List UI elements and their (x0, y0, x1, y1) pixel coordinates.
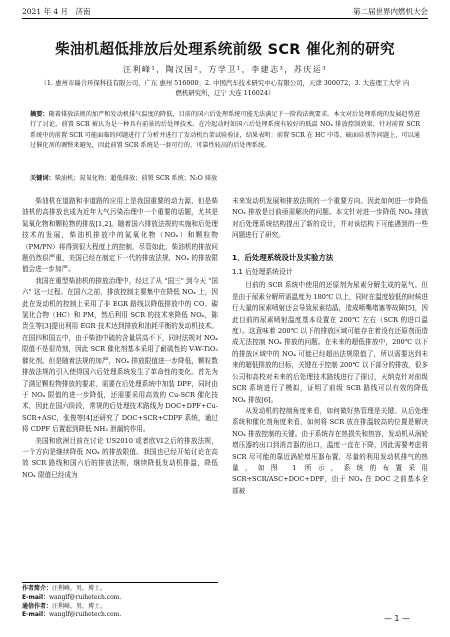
footnote-text: 汪利峰，男，博士。 (52, 585, 107, 592)
footnote-label: E-mail： (22, 611, 50, 619)
paper-authors: 汪利峰¹，陶汉国²，方学卫¹，李建志³，苏庆运³ (122, 65, 328, 74)
body-column-left (22, 196, 218, 481)
section-heading: 1．后处理系统设计及实验方法 (232, 252, 334, 262)
body-paragraph: 美国和欧洲目前在讨论 US2010 或者欧VI之后的排放法规，一个方向是继续降低 NOₓ 的排放限值。我国也已经开始讨论在高效 SCR 路线和国六后的排放法规，继续降低发动机排温，降低 NOₓ 限值已经成为 (22, 436, 218, 479)
footnote-label: 通信作者： (22, 602, 53, 610)
body-column-right (232, 196, 428, 497)
footnote-email: wanglf@ruihetech.com. (49, 593, 122, 601)
keywords (30, 173, 420, 182)
author-footnote (22, 582, 218, 620)
author-affiliations: （1. 惠州市瑞合环保科技有限公司，广东 惠州 516000；2. 中国汽车技术研究中心有限公司，天津 300072；3. 大连理工大学 内燃机研究所，辽宁 大连 116024） (40, 79, 410, 97)
footnote-label: 作者简介： (22, 585, 53, 592)
subsection-heading: 1.1 后处理系统设计 (232, 268, 293, 277)
footnote-email: wanglf@ruihetech.com. (49, 611, 122, 619)
abstract-text: 随着排放法规的加严和发动机排气温度的降低，目前的国六后处理系统可能无法满足下一阶段法规要求。本文对后处理系统的发展趋势进行了讨论，前置 SCR 被认为是一种具有前景的后处理技术。在冷起动时如国六后处理系统有较好的低温 NOₓ 排放控制效果，针对前置 SCR 系统中的前置 SCR 可能面临的问题进行了分析并进行了发动机台架试验验证，结果表明：前置 SCR 在 HC 中毒、硫面硅基等问题上，可以通过催化剂的调整来避免，因此前置 SCR 系统是一套可行的、可靠性较高的后处理系统。 (30, 111, 421, 150)
footnote-label: E-mail： (22, 593, 50, 601)
body-paragraph: 柴油机在道路和非道路的应用上是我国重要的动力源，但是柴油机的高排放也成为近年大气污染治理中一个重要的话题，尤其是氮氧化物和颗粒物的排放[1,2]。随着国六排放法规的实施和后处理技术的发展，柴油机排放中的氮氧化物（NOₓ）和颗粒物（PM/PN）将得到很大程度上的控制，尽管如此，柴油机的排放问题仍然很严重，美国已经在制定下一代的排放法规，NOₓ 的排放限值会进一步加严。 (22, 197, 218, 274)
body-paragraph: 我国在重型柴油机的排放治理中，经过了从 "国三" 到今天 "国六" 这一过程。在国六之前，排放控制主要集中在降低 NOₓ 上，因此在发动机的控制上采用了非 EGR 路线以降低排放中的 CO、碳氢化合物（HC）和 PM，然后利用 SCR 的技术来降低 NOₓ，陈贵生等[3]提出利用 EGR 技术达到排放和油耗平衡的发动机技术。在国四和国五中，由于柴油中硫的含量居高不下，同时法规对 NOₓ 限值不是很苛刻，因此 SCR 催化剂基本采用了耐硫性的 V-W-TiO₂ 催化剂。但是随着法规的加严，NOₓ 排放限值进一步降低，颗粒数排放法规的引入使得国六后处理系统发生了革命性的变化。首先为了满足颗粒物排放的要求，需要在后处理系统中加装 DPF，同时由于 NOₓ 限值的进一步降低，还需要采用高效的 Cu-SCR 催化技术，因此在国六阶段，常规的后处理技术路线为 DOC+DPF+Cu-SCR+ASC，张俊等[4]还研究了 DOC+SCR+CDPF 系统，通过将 CDPF 后置起到降低 NH₃ 泄漏的作用。 (22, 276, 218, 434)
page-header (22, 6, 428, 18)
body-paragraph: 目前的 SCR 系统中使用的还原剂为尿素分解生成的氨气。但是由于尿素分解所需温度为 180℃ 以上，同时在温度较低的时候进行大量的尿素喷射还会导致尿素结晶，造成喷嘴堵塞等故障[5]，因此目前的尿素喷射温度基本设置在 200℃ 左右（SCR 的进口温度）。这意味着 200℃ 以下的排放区域可能存在着没有还原剂而造成无法控制 NOₓ 排放的问题。在未来的超低排放中，200℃ 以下的排放区域中的 NOₓ 可能已经超出法规限值了，所以需要达到未来的超低排放的目标，关键在于控制 200℃ 以下部分的排放，很多公司和高校对未来的后处理技术路线进行了探讨，天纳克针对前级 SCR 系统进行了模拟，证明了前级 SCR 路线可以有效的降低 NOₓ 排放[6]。 (232, 281, 428, 404)
header-date-location: 2021 年 4 月 济南 (22, 7, 91, 16)
keywords-text: 柴油机；氮氧化物；超低排放；前置 SCR 系统；N₂O 排放 (54, 175, 218, 182)
page-number: — 1 — (383, 614, 410, 623)
abstract-label: 摘要： (30, 111, 49, 118)
keywords-label: 关键词： (30, 175, 55, 182)
header-rule (22, 18, 428, 19)
paper-title: 柴油机超低排放后处理系统前级 SCR 催化剂的研究 (55, 42, 395, 58)
footnote-text: 汪利峰，男，博士。 (52, 602, 107, 610)
body-paragraph: 未来发动机发展和排放法规的一个重要方向。因此如何进一步降低 NOₓ 排放是目前亟需解决的问题。本文针对进一步降低 NOₓ 排放对后处理系统结构提出了新的设计，并对该结构下可能遇到的一些问题进行了研究。 (232, 197, 428, 240)
body-paragraph: 从发动机的控制角度来看，如何做好热管理是关键。从后处理系统和催化剂角度来看，如何将 SCR 放在排温较高的位置是解决 NOₓ 排放控制的关键。由于系统存在热损失和热容，发动机从涡轮增压器的出口到消音器的出口，温度一直在下降，因此需要考虑将 SCR 尽可能的靠近涡轮增压器布置，尽量的利用发动机排气的热量，如图 1 所示，系统的布置采用 SCR+SCR/ASC+DOC+DPF，由于 NOₓ 在 DOC 之前基本全部被 (232, 406, 428, 495)
abstract (30, 110, 420, 152)
header-conference-name: 第二届世界内燃机大会 (353, 7, 428, 16)
